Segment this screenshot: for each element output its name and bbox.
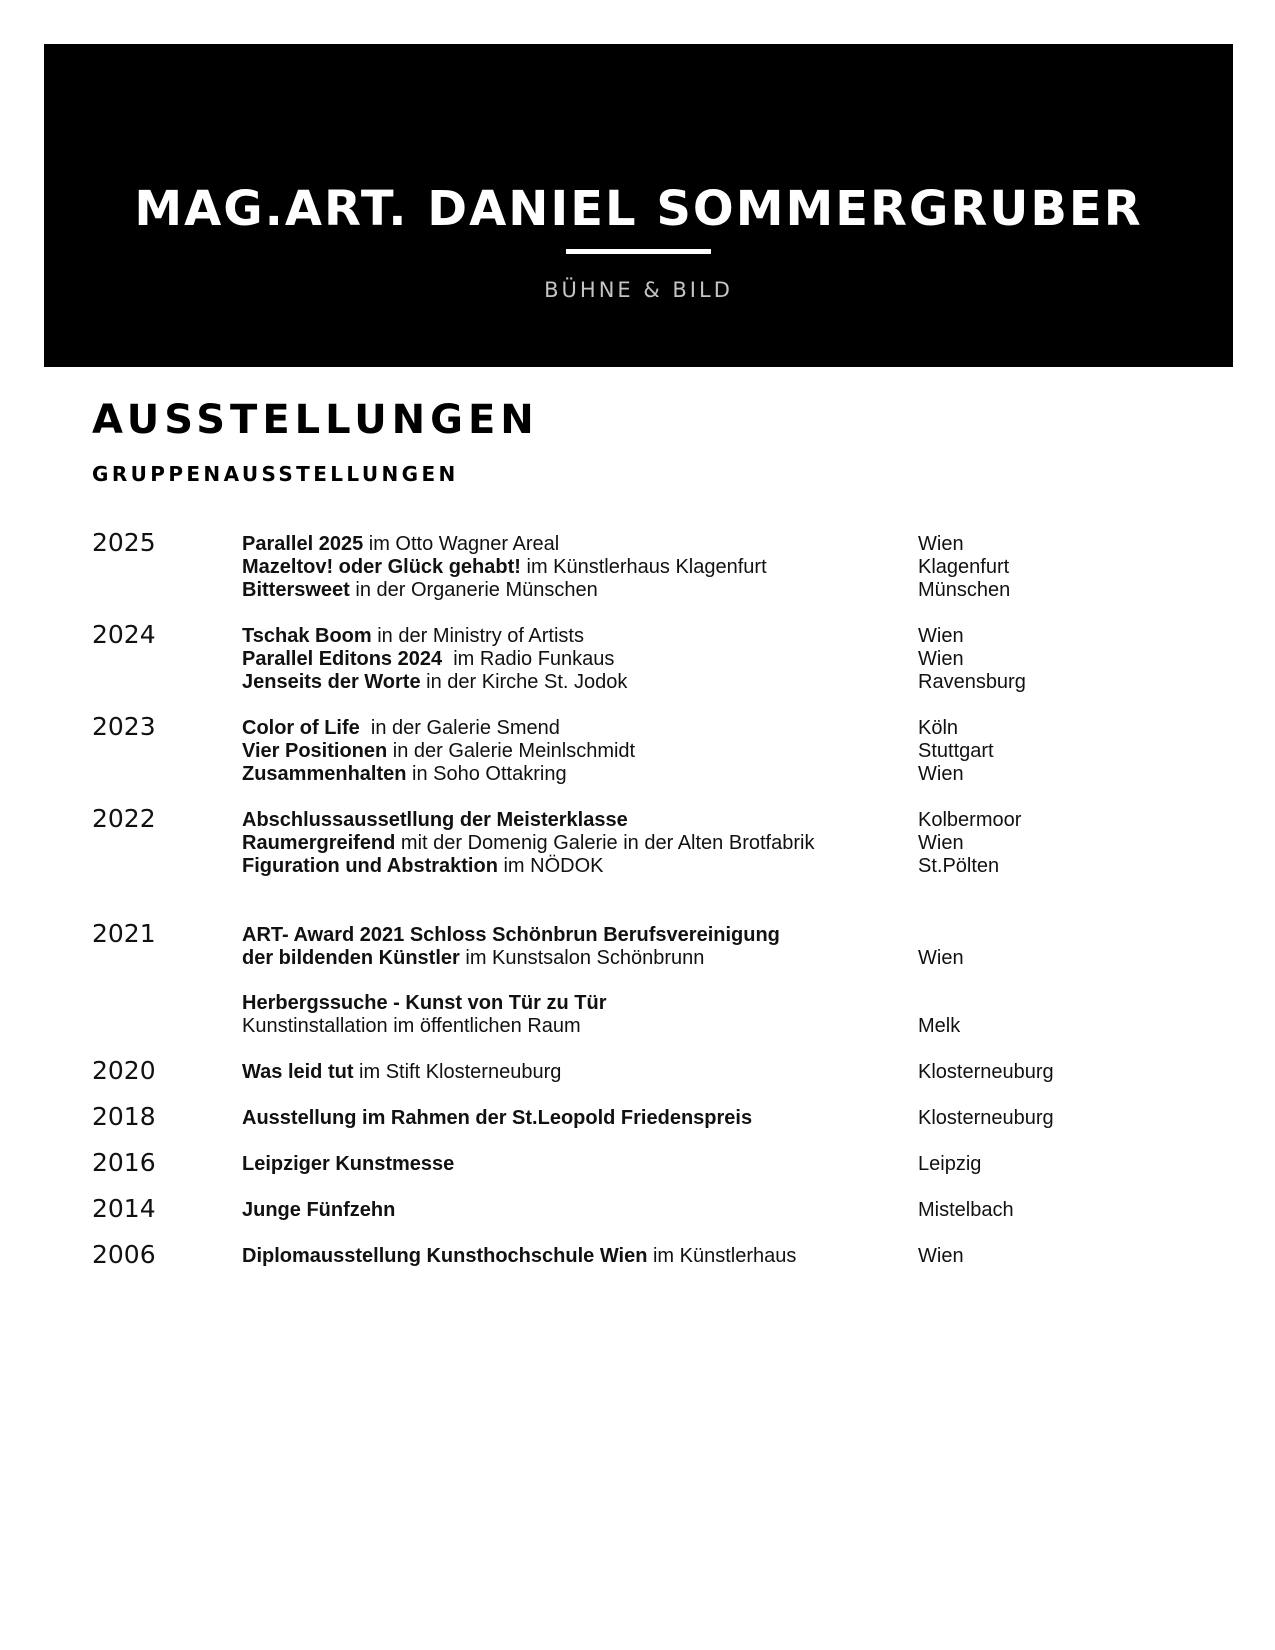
exhibition-city: Klosterneuburg — [918, 1061, 1054, 1083]
exhibition-title: Ausstellung im Rahmen der St.Leopold Friedenspreis — [242, 1107, 753, 1129]
exhibition-city: Ravensburg — [918, 671, 1026, 693]
exhibition-title: Jenseits der Worte — [242, 671, 421, 693]
year-label: 2006 — [92, 1240, 156, 1269]
exhibition-venue: in Soho Ottakring — [406, 763, 567, 785]
exhibition-city: Wien — [918, 832, 964, 854]
exhibition-venue: in der Galerie Smend — [359, 717, 560, 739]
exhibition-city: Köln — [918, 717, 959, 739]
exhibition-city: Wien — [918, 625, 964, 647]
header-banner — [44, 44, 1233, 367]
exhibition-city: Mistelbach — [918, 1199, 1014, 1221]
exhibition-entry — [242, 717, 882, 740]
exhibition-venue: Kunstinstallation im öffentlichen Raum — [242, 1015, 581, 1037]
exhibition-venue: in der Ministry of Artists — [371, 625, 584, 647]
exhibition-title: Abschlussaussetllung der Meisterklasse — [242, 809, 628, 831]
year-label: 2022 — [92, 804, 156, 833]
exhibition-city: Kolbermoor — [918, 809, 1022, 831]
exhibition-entry — [242, 1015, 882, 1038]
exhibition-entry — [242, 648, 882, 671]
exhibition-venue: im Otto Wagner Areal — [363, 533, 560, 555]
exhibition-entry — [242, 1245, 882, 1268]
artist-name: MAG.ART. DANIEL SOMMERGRUBER — [134, 181, 1143, 237]
exhibition-venue: in der Galerie Meinlschmidt — [387, 740, 636, 762]
artist-subtitle: BÜHNE & BILD — [544, 278, 733, 302]
section-title: AUSSTELLUNGEN — [92, 397, 539, 443]
exhibition-entry — [242, 1199, 882, 1222]
year-label: 2024 — [92, 620, 156, 649]
exhibition-title: Zusammenhalten — [242, 763, 407, 785]
exhibition-entry — [242, 763, 882, 786]
year-label: 2023 — [92, 712, 156, 741]
section-subtitle: GRUPPENAUSSTELLUNGEN — [92, 462, 459, 486]
year-label: 2014 — [92, 1194, 156, 1223]
exhibition-venue: im Künstlerhaus — [647, 1245, 797, 1267]
exhibition-entry — [242, 556, 882, 579]
exhibition-entry — [242, 1153, 882, 1176]
exhibition-entry — [242, 809, 882, 832]
exhibition-city: Klagenfurt — [918, 556, 1010, 578]
exhibition-city: Wien — [918, 1245, 964, 1267]
exhibition-title: Leipziger Kunstmesse — [242, 1153, 455, 1175]
exhibition-city: Melk — [918, 1015, 961, 1037]
exhibition-city: Klosterneuburg — [918, 1107, 1054, 1129]
exhibition-title: ART- Award 2021 Schloss Schönbrun Berufsvereinigung — [242, 924, 780, 946]
exhibition-entry — [242, 855, 882, 878]
exhibition-venue: im NÖDOK — [497, 855, 604, 877]
year-label: 2018 — [92, 1102, 156, 1131]
exhibition-city: Wien — [918, 947, 964, 969]
exhibition-title: Bittersweet — [242, 579, 350, 601]
exhibition-venue: im Radio Funkaus — [442, 648, 615, 670]
exhibition-venue: mit der Domenig Galerie in der Alten Brotfabrik — [395, 832, 815, 854]
exhibition-entry — [242, 533, 882, 556]
exhibition-city: Wien — [918, 763, 964, 785]
exhibition-entry — [242, 947, 882, 970]
year-label: 2021 — [92, 919, 156, 948]
exhibition-entry — [242, 671, 882, 694]
exhibition-entry — [242, 832, 882, 855]
exhibition-entry — [242, 625, 882, 648]
exhibition-title: Figuration und Abstraktion — [242, 855, 498, 877]
header-divider — [566, 249, 711, 254]
exhibition-title: Color of Life — [242, 717, 360, 739]
exhibition-venue: im Stift Klosterneuburg — [353, 1061, 562, 1083]
exhibition-title: Junge Fünfzehn — [242, 1199, 396, 1221]
exhibition-entry — [242, 992, 882, 1015]
exhibition-venue: in der Kirche St. Jodok — [420, 671, 628, 693]
exhibition-city: Leipzig — [918, 1153, 982, 1175]
exhibition-title: Vier Positionen — [242, 740, 388, 762]
exhibition-title: der bildenden Künstler — [242, 947, 460, 969]
exhibition-venue: in der Organerie Münschen — [349, 579, 598, 601]
year-label: 2016 — [92, 1148, 156, 1177]
exhibition-entry — [242, 1061, 882, 1084]
exhibition-city: Wien — [918, 533, 964, 555]
exhibition-entry — [242, 579, 882, 602]
exhibition-city: St.Pölten — [918, 855, 1000, 877]
exhibition-title: Raumergreifend — [242, 832, 396, 854]
exhibition-entry — [242, 924, 882, 947]
exhibition-title: Was leid tut — [242, 1061, 354, 1083]
exhibition-entry — [242, 1107, 882, 1130]
year-label: 2020 — [92, 1056, 156, 1085]
exhibition-title: Parallel 2025 — [242, 533, 364, 555]
exhibition-title: Herbergssuche - Kunst von Tür zu Tür — [242, 992, 607, 1014]
exhibition-city: Münschen — [918, 579, 1011, 601]
exhibition-title: Parallel Editons 2024 — [242, 648, 443, 670]
exhibition-city: Stuttgart — [918, 740, 994, 762]
exhibition-entry — [242, 740, 882, 763]
exhibition-title: Mazeltov! oder Glück gehabt! — [242, 556, 521, 578]
exhibition-city: Wien — [918, 648, 964, 670]
exhibition-venue: im Künstlerhaus Klagenfurt — [520, 556, 767, 578]
year-label: 2025 — [92, 528, 156, 557]
exhibition-title: Diplomausstellung Kunsthochschule Wien — [242, 1245, 648, 1267]
exhibition-title: Tschak Boom — [242, 625, 372, 647]
exhibition-venue: im Kunstsalon Schönbrunn — [459, 947, 705, 969]
